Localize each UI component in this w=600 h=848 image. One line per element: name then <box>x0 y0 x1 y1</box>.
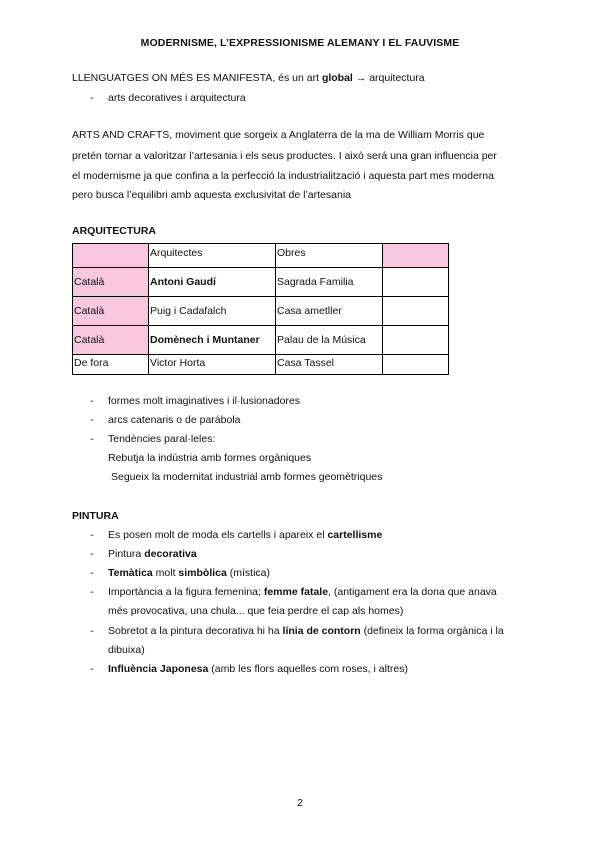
intro-bullet: arts decoratives i arquitectura <box>108 92 246 104</box>
table-cell-extra <box>383 355 449 375</box>
list-item-bold: Influència Japonesa <box>108 663 209 675</box>
table-cell-extra <box>383 268 449 297</box>
list-item-continuation: dibuixa) <box>108 644 145 656</box>
table-row <box>73 326 449 355</box>
list-item-text: Pintura <box>108 548 145 560</box>
list-item <box>108 529 382 541</box>
table-cell-work: Sagrada Familia <box>276 268 383 297</box>
bullet-marker: - <box>90 663 94 675</box>
table-cell-extra <box>383 297 449 326</box>
table-header-cell <box>73 244 149 268</box>
intro-line <box>72 72 425 84</box>
list-item-bold: Temàtica <box>108 567 153 579</box>
list-item: Tendències paral·leles: <box>108 433 216 445</box>
section-heading-arquitectura: ARQUITECTURA <box>72 225 156 237</box>
table-header-cell <box>383 244 449 268</box>
paragraph-line: pretén tornar a valoritzar l’artesania i els seus productes. I això será una gran influencia per <box>72 150 497 162</box>
table-cell-work: Casa Tassel <box>276 355 383 375</box>
list-item-text: Sobretot a la pintura decorativa hi ha <box>108 625 283 637</box>
list-item-text: molt <box>152 567 179 579</box>
list-item-text: (mística) <box>226 567 271 579</box>
table-cell-origin: Català <box>73 297 149 326</box>
list-item-bold: línia de contorn <box>282 625 361 637</box>
table-cell-origin: De fora <box>73 355 149 375</box>
table-header-row <box>73 244 449 268</box>
list-item-text: (amb les flors aquelles com roses, i altres) <box>208 663 408 675</box>
list-item: arcs catenaris o de parábola <box>108 414 241 426</box>
list-item-text: , (antigament era la dona que anava <box>328 586 497 598</box>
list-item <box>108 548 197 560</box>
list-item-text: Es posen molt de moda els cartells i apareix el <box>108 529 328 541</box>
table-cell-architect: Domènech i Muntaner <box>149 326 276 355</box>
sub-item: Segueix la modernitat industrial amb formes geomètriques <box>111 471 383 483</box>
section-heading-pintura: PINTURA <box>72 510 119 522</box>
list-item-text: (defineix la forma orgànica i la <box>360 625 504 637</box>
intro-bold: global <box>321 72 353 84</box>
bullet-marker: - <box>90 529 94 541</box>
sub-item: Rebutja la indústria amb formes orgàniques <box>108 452 312 464</box>
table-cell-origin: Català <box>73 326 149 355</box>
paragraph-line: el modernisme ja que confina a la perfecció la industrialització i aquesta part mes moderna <box>72 170 494 182</box>
list-item: formes molt imaginatives i il·lusionadores <box>108 395 300 407</box>
table-cell-extra <box>383 326 449 355</box>
list-item <box>108 663 408 675</box>
list-item <box>108 586 497 598</box>
paragraph-line: pero busca l’equilibri amb aquesta exclusivitat de l’artesania <box>72 189 351 201</box>
list-item <box>108 625 504 637</box>
bullet-marker: - <box>90 395 94 407</box>
architecture-table <box>72 243 449 375</box>
list-item-bold: femme fatale <box>263 586 329 598</box>
bullet-marker: - <box>90 625 94 637</box>
page-number: 2 <box>297 797 303 809</box>
page-title: MODERNISME, L’EXPRESSIONISME ALEMANY I EL FAUVISME <box>140 37 460 49</box>
bullet-marker: - <box>90 567 94 579</box>
bullet-marker: - <box>90 586 94 598</box>
table-cell-origin: Català <box>73 268 149 297</box>
bullet-marker: - <box>90 92 94 104</box>
table-row <box>73 355 449 375</box>
table-cell-work: Palau de la Música <box>276 326 383 355</box>
intro-text: LLENGUATGES ON MÉS ES MANIFESTA, és un art <box>72 72 322 84</box>
table-header-cell: Arquitectes <box>149 244 276 268</box>
table-row <box>73 297 449 326</box>
list-item-bold: cartellisme <box>327 529 383 541</box>
list-item <box>108 567 270 579</box>
table-cell-architect: Antoni Gaudí <box>149 268 276 297</box>
list-item-continuation: més provocativa, una chula... que feia perdre el cap als homes) <box>108 605 404 617</box>
list-item-bold: simbòlica <box>178 567 227 579</box>
list-item-text: Importància a la figura femenina; <box>108 586 264 598</box>
bullet-marker: - <box>90 414 94 426</box>
table-cell-architect: Victor Horta <box>149 355 276 375</box>
paragraph-line: ARTS AND CRAFTS, moviment que sorgeix a Anglaterra de la ma de William Morris que <box>72 129 485 141</box>
bullet-marker: - <box>90 548 94 560</box>
table-cell-architect: Puig i Cadafalch <box>149 297 276 326</box>
list-item-bold: decorativa <box>144 548 197 560</box>
bullet-marker: - <box>90 433 94 445</box>
table-cell-work: Casa ametller <box>276 297 383 326</box>
table-header-cell: Obres <box>276 244 383 268</box>
intro-arrow-text: → arquitectura <box>352 72 425 84</box>
table-row <box>73 268 449 297</box>
